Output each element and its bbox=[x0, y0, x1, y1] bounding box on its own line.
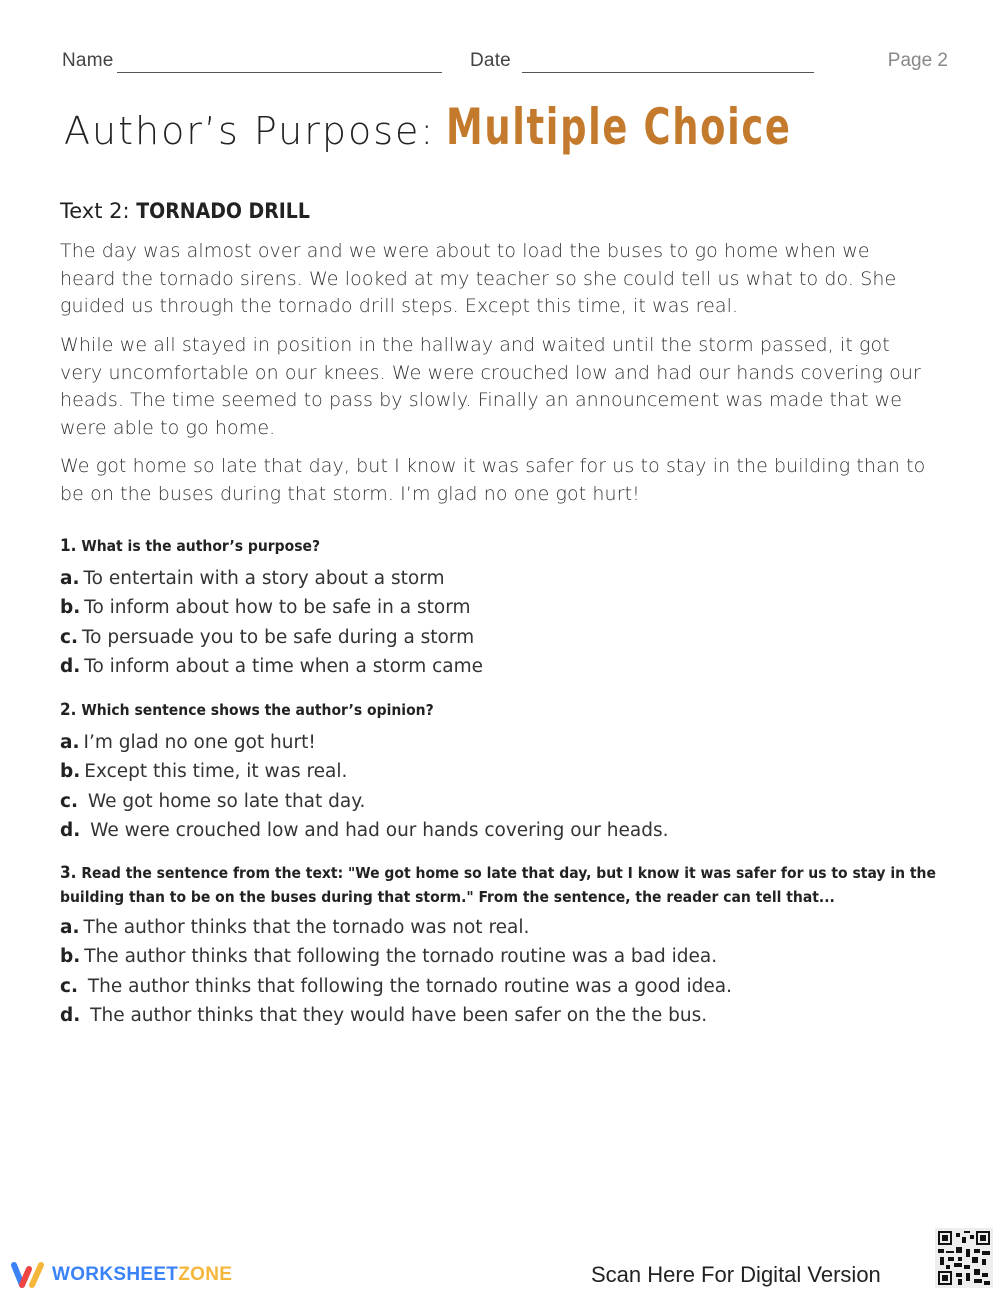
option-letter: c. bbox=[60, 626, 78, 648]
title-accent: Multiple Choice bbox=[446, 98, 792, 156]
option-text: To inform about how to be safe in a storm bbox=[84, 597, 471, 619]
option-text: Except this time, it was real. bbox=[84, 761, 348, 783]
option-letter: a. bbox=[60, 568, 80, 589]
answer-option-a[interactable] bbox=[60, 564, 940, 593]
worksheet-zone-logo[interactable] bbox=[10, 1260, 232, 1290]
text-heading bbox=[60, 199, 310, 223]
answer-option-b[interactable] bbox=[60, 593, 940, 622]
question-text: Read the sentence from the text: "We got home so late that day, but I know it was safer for us to stay in the building than to be on the buses during that storm." From the sentence, the reader can tell that... bbox=[60, 864, 936, 906]
logo-word-worksheet: WORKSHEET bbox=[52, 1264, 179, 1285]
header-row bbox=[62, 50, 948, 80]
question-number: 3. bbox=[60, 863, 77, 883]
name-label: Name bbox=[62, 50, 114, 71]
paragraph-text: While we all stayed in position in the hallway and waited until the storm passed, it got very uncomfortable on our knees. We were crouched low and had our hands covering our heads. The time seemed to pass by slowly. Finally an announcement was made that we were able to go home. bbox=[60, 334, 921, 439]
option-letter: a. bbox=[60, 732, 80, 753]
text-title: TORNADO DRILL bbox=[136, 199, 310, 223]
answer-option-c[interactable] bbox=[60, 972, 940, 1001]
answer-option-b[interactable] bbox=[60, 757, 940, 786]
option-text: To entertain with a story about a storm bbox=[83, 568, 445, 589]
answer-option-d[interactable] bbox=[60, 816, 940, 845]
page-number: Page 2 bbox=[887, 50, 948, 71]
passage-paragraph-1 bbox=[60, 238, 930, 321]
option-letter: d. bbox=[60, 656, 81, 678]
option-text: The author thinks that following the tornado routine was a good idea. bbox=[82, 975, 733, 997]
answer-option-b[interactable] bbox=[60, 942, 940, 971]
question-3 bbox=[60, 861, 940, 1031]
option-letter: b. bbox=[60, 761, 81, 783]
logo-text bbox=[52, 1264, 232, 1286]
question-number: 1. bbox=[60, 536, 77, 556]
scan-here-text: Scan Here For Digital Version bbox=[591, 1262, 881, 1287]
paragraph-text: We got home so late that day, but I know it was safer for us to stay in the building than to be on the buses during that storm. I’m glad no one got hurt! bbox=[60, 455, 926, 505]
w-logo-icon bbox=[10, 1261, 46, 1289]
option-letter: b. bbox=[60, 597, 81, 619]
option-letter: d. bbox=[60, 1005, 81, 1027]
option-letter: c. bbox=[60, 975, 78, 997]
question-prompt bbox=[60, 534, 940, 558]
question-number: 2. bbox=[60, 700, 77, 720]
paragraph-text: The day was almost over and we were about to load the buses to go home when we heard the tornado sirens. We looked at my teacher so she could tell us what to do. She guided us through the tornado drill steps. Except this time, it was real. bbox=[60, 240, 897, 317]
question-1 bbox=[60, 534, 940, 682]
option-text: We were crouched low and had our hands covering our heads. bbox=[84, 820, 669, 842]
option-text: To inform about a time when a storm came bbox=[84, 656, 484, 678]
option-letter: b. bbox=[60, 946, 81, 968]
question-text: Which sentence shows the author’s opinion? bbox=[81, 701, 434, 719]
logo-word-zone: ZONE bbox=[178, 1264, 233, 1285]
passage-paragraph-2 bbox=[60, 332, 930, 442]
answer-option-a[interactable] bbox=[60, 728, 940, 757]
question-prompt bbox=[60, 698, 940, 722]
name-field-line[interactable] bbox=[117, 72, 442, 73]
option-letter: a. bbox=[60, 917, 80, 938]
option-text: The author thinks that the tornado was not real. bbox=[83, 917, 530, 938]
answer-option-d[interactable] bbox=[60, 652, 940, 681]
question-prompt bbox=[60, 861, 940, 909]
option-text: We got home so late that day. bbox=[82, 790, 366, 812]
text-number: Text 2: bbox=[60, 199, 130, 223]
qr-code-icon[interactable] bbox=[935, 1228, 993, 1288]
answer-option-d[interactable] bbox=[60, 1001, 940, 1030]
option-text: The author thinks that they would have been safer on the the bus. bbox=[84, 1005, 708, 1027]
title-prefix: Author’s Purpose: bbox=[64, 109, 436, 153]
answer-option-c[interactable] bbox=[60, 787, 940, 816]
question-2 bbox=[60, 698, 940, 846]
option-text: I’m glad no one got hurt! bbox=[83, 732, 316, 753]
page-title bbox=[64, 98, 868, 156]
option-letter: d. bbox=[60, 820, 81, 842]
option-text: The author thinks that following the tornado routine was a bad idea. bbox=[84, 946, 718, 968]
question-text: What is the author’s purpose? bbox=[81, 537, 321, 555]
option-text: To persuade you to be safe during a storm bbox=[82, 626, 475, 648]
option-letter: c. bbox=[60, 790, 78, 812]
answer-option-c[interactable] bbox=[60, 623, 940, 652]
passage-paragraph-3 bbox=[60, 453, 930, 508]
date-field-line[interactable] bbox=[522, 72, 814, 73]
date-label: Date bbox=[470, 50, 511, 71]
answer-option-a[interactable] bbox=[60, 913, 940, 942]
